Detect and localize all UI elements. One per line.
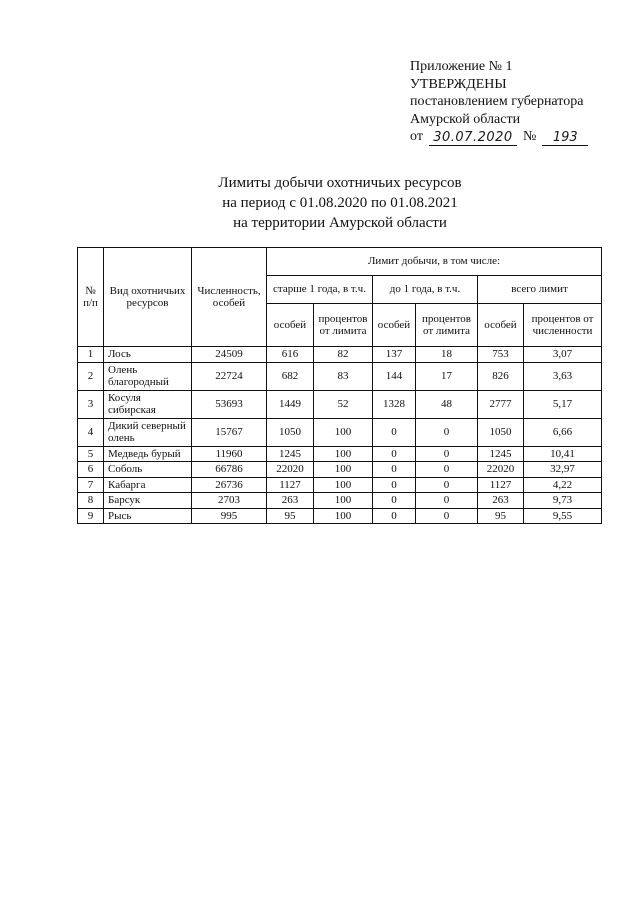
header-total: всего лимит xyxy=(478,276,602,304)
number-label: № xyxy=(522,129,537,144)
cell-older-pct: 100 xyxy=(314,477,373,493)
title-line-2: на период с 01.08.2020 по 01.08.2021 xyxy=(222,195,458,211)
cell-younger-count: 0 xyxy=(373,446,416,462)
cell-population: 24509 xyxy=(192,347,267,363)
cell-older-pct: 100 xyxy=(314,493,373,509)
cell-num: 7 xyxy=(78,477,104,493)
header-num: № п/п xyxy=(78,248,104,347)
handwritten-date: 30.07.2020 xyxy=(429,131,517,146)
cell-older-count: 22020 xyxy=(267,462,314,478)
table-row xyxy=(78,446,602,462)
region-label: Амурской области xyxy=(410,111,521,127)
cell-younger-pct: 18 xyxy=(416,347,478,363)
cell-species: Кабарга xyxy=(104,477,192,493)
cell-younger-pct: 0 xyxy=(416,418,478,446)
cell-younger-count: 0 xyxy=(373,493,416,509)
cell-younger-pct: 0 xyxy=(416,493,478,509)
header-total-count: особей xyxy=(478,304,524,347)
title-line-1: Лимиты добычи охотничьих ресурсов xyxy=(218,175,462,191)
cell-younger-pct: 0 xyxy=(416,477,478,493)
cell-population: 11960 xyxy=(192,446,267,462)
cell-num: 4 xyxy=(78,418,104,446)
handwritten-number: 193 xyxy=(542,131,588,146)
cell-total-count: 95 xyxy=(478,508,524,524)
cell-younger-pct: 0 xyxy=(416,462,478,478)
header-younger-pct: процентов от лимита xyxy=(416,304,478,347)
cell-total-pct: 10,41 xyxy=(524,446,602,462)
table-row xyxy=(78,508,602,524)
cell-total-pct: 5,17 xyxy=(524,390,602,418)
cell-older-pct: 82 xyxy=(314,347,373,363)
cell-population: 66786 xyxy=(192,462,267,478)
cell-total-count: 263 xyxy=(478,493,524,509)
cell-total-count: 753 xyxy=(478,347,524,363)
cell-num: 9 xyxy=(78,508,104,524)
from-label: от xyxy=(410,129,423,144)
cell-population: 2703 xyxy=(192,493,267,509)
cell-num: 1 xyxy=(78,347,104,363)
cell-total-count: 1050 xyxy=(478,418,524,446)
cell-total-pct: 9,55 xyxy=(524,508,602,524)
cell-species: Лось xyxy=(104,347,192,363)
header-total-pct: процентов от численности xyxy=(524,304,602,347)
cell-total-pct: 3,63 xyxy=(524,362,602,390)
cell-num: 6 xyxy=(78,462,104,478)
table-row xyxy=(78,493,602,509)
title-line-3: на территории Амурской области xyxy=(233,215,447,231)
cell-younger-count: 0 xyxy=(373,508,416,524)
header-younger: до 1 года, в т.ч. xyxy=(373,276,478,304)
cell-younger-pct: 48 xyxy=(416,390,478,418)
cell-num: 2 xyxy=(78,362,104,390)
cell-total-count: 1127 xyxy=(478,477,524,493)
cell-older-pct: 100 xyxy=(314,508,373,524)
cell-population: 995 xyxy=(192,508,267,524)
cell-species: Барсук xyxy=(104,493,192,509)
cell-older-pct: 100 xyxy=(314,446,373,462)
approved-label: УТВЕРЖДЕНЫ xyxy=(410,76,507,92)
cell-older-pct: 83 xyxy=(314,362,373,390)
limits-table xyxy=(77,247,602,524)
cell-older-count: 1449 xyxy=(267,390,314,418)
cell-total-count: 2777 xyxy=(478,390,524,418)
table-row xyxy=(78,390,602,418)
cell-older-count: 95 xyxy=(267,508,314,524)
header-older-pct: процентов от лимита xyxy=(314,304,373,347)
cell-species: Олень благородный xyxy=(104,362,192,390)
cell-older-count: 616 xyxy=(267,347,314,363)
table-row xyxy=(78,418,602,446)
document-title xyxy=(0,173,640,233)
cell-num: 8 xyxy=(78,493,104,509)
cell-older-pct: 52 xyxy=(314,390,373,418)
cell-younger-count: 137 xyxy=(373,347,416,363)
approval-block xyxy=(410,58,588,146)
cell-older-count: 1050 xyxy=(267,418,314,446)
header-younger-count: особей xyxy=(373,304,416,347)
header-limit-group: Лимит добычи, в том числе: xyxy=(267,248,602,276)
cell-younger-pct: 0 xyxy=(416,446,478,462)
cell-older-count: 263 xyxy=(267,493,314,509)
cell-younger-pct: 17 xyxy=(416,362,478,390)
cell-younger-count: 1328 xyxy=(373,390,416,418)
cell-total-pct: 3,07 xyxy=(524,347,602,363)
cell-num: 3 xyxy=(78,390,104,418)
table-row xyxy=(78,462,602,478)
cell-total-pct: 9,73 xyxy=(524,493,602,509)
cell-total-pct: 4,22 xyxy=(524,477,602,493)
cell-older-count: 682 xyxy=(267,362,314,390)
cell-older-pct: 100 xyxy=(314,462,373,478)
cell-younger-count: 0 xyxy=(373,477,416,493)
cell-total-pct: 32,97 xyxy=(524,462,602,478)
cell-older-count: 1127 xyxy=(267,477,314,493)
cell-total-pct: 6,66 xyxy=(524,418,602,446)
header-older-count: особей xyxy=(267,304,314,347)
header-population: Численность, особей xyxy=(192,248,267,347)
cell-younger-count: 144 xyxy=(373,362,416,390)
cell-population: 53693 xyxy=(192,390,267,418)
appendix-label: Приложение № 1 xyxy=(410,59,513,74)
cell-total-count: 826 xyxy=(478,362,524,390)
header-older: старше 1 года, в т.ч. xyxy=(267,276,373,304)
cell-older-pct: 100 xyxy=(314,418,373,446)
table-row xyxy=(78,362,602,390)
cell-older-count: 1245 xyxy=(267,446,314,462)
cell-population: 15767 xyxy=(192,418,267,446)
cell-total-count: 22020 xyxy=(478,462,524,478)
cell-species: Рысь xyxy=(104,508,192,524)
cell-younger-count: 0 xyxy=(373,462,416,478)
cell-species: Косуля сибирская xyxy=(104,390,192,418)
table-row xyxy=(78,347,602,363)
cell-younger-count: 0 xyxy=(373,418,416,446)
cell-population: 22724 xyxy=(192,362,267,390)
header-species: Вид охотничьих ресурсов xyxy=(104,248,192,347)
table-row xyxy=(78,477,602,493)
cell-species: Медведь бурый xyxy=(104,446,192,462)
cell-total-count: 1245 xyxy=(478,446,524,462)
decree-label: постановлением губернатора xyxy=(410,94,584,109)
cell-species: Соболь xyxy=(104,462,192,478)
cell-younger-pct: 0 xyxy=(416,508,478,524)
decree-date-line xyxy=(410,128,588,146)
cell-num: 5 xyxy=(78,446,104,462)
cell-species: Дикий северный олень xyxy=(104,418,192,446)
cell-population: 26736 xyxy=(192,477,267,493)
